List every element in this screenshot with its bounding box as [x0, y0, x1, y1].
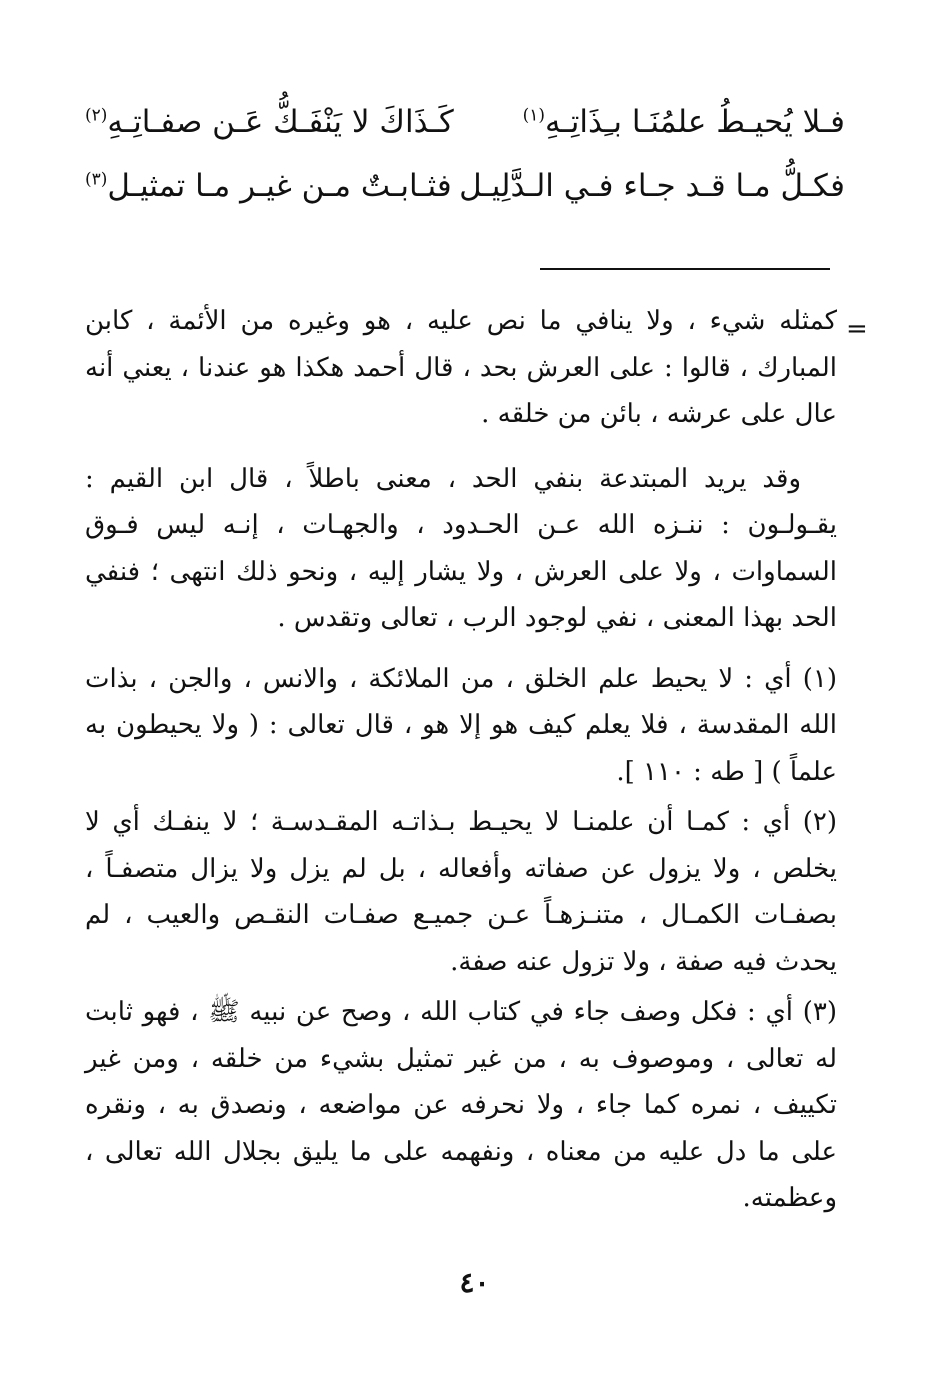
- footnote-text: أي : فكل وصف جاء في كتاب الله ، وصح عن نبيه ﷺ ، فهو ثابت له تعالى ، وموصوف به ، من غير تمثيل بشيء من خلقه ، ومن غير تكييف ، نمره كما جاء ، ولا نحرفه عن مواضعه ، ونصدق به ، ونقره على ما دل عليه من معناه ، ونفهمه على ما يليق بجلال الله تعالى ، وعظمته.: [85, 997, 837, 1213]
- footnote-item: [85, 656, 837, 796]
- commentary-paragraph: وقد يريد المبتدعة بنفي الحد ، معنى باطلاً ، قال ابن القيم : يقـولـون : ننـزه الله عـن الحـدود ، والجهـات ، إنـه ليس فـوق السماوات ، ولا على العرش ، ولا يشار إليه ، ونحو ذلك انتهى ؛ فنفي الحد بهذا المعنى ، نفي لوجود الرب ، تعالى وتقدس .: [85, 463, 837, 633]
- verse-hemistich-second: فثـابـتٌ مـن غيـر مـا تمثيـل$^{(٣)}$: [85, 168, 452, 204]
- continuation-mark: =: [846, 314, 868, 344]
- poem-block: [85, 92, 845, 220]
- verse-hemistich-first: فكـلُّ مـا قـد جـاء فـي الـدَّلِيـل: [459, 168, 845, 204]
- verse-line: [85, 156, 845, 220]
- verse-line: [85, 92, 845, 156]
- page-number: ٤٠: [459, 1266, 490, 1299]
- footnotes-section: [85, 298, 837, 1222]
- footnote-reference: (١): [522, 105, 546, 126]
- footnote-separator-line: [540, 268, 830, 270]
- commentary-paragraph: كمثله شيء ، ولا ينافي ما نص عليه ، هو وغيره من الأئمة ، كابن المبارك ، قالوا : على العرش بحد ، قال أحمد هكذا هو عندنا ، يعني أنه عال على عرشه ، بائن من خلقه .: [85, 306, 837, 429]
- footnote-number: (٢): [802, 807, 838, 837]
- footnote-text: أي : لا يحيط علم الخلق ، من الملائكة ، والانس ، والجن ، بذات الله المقدسة ، فلا يعلم كيف هو إلا هو ، قال تعالى : ( ولا يحيطون به علماً ) [ طه : ١١٠ ].: [85, 663, 837, 787]
- footnote-item: [85, 989, 837, 1222]
- verse-hemistich-first: فـلا يُحيـطُ علمُنَـا بـِذَاتِـهِ$^{(١)}$: [522, 104, 845, 140]
- footnote-number: (٣): [802, 997, 837, 1027]
- verse-hemistich-second: كَـذَاكَ لا يَنْفَـكُّ عَـن صفـاتِـهِ$^{(٢)}$: [85, 104, 454, 140]
- footnote-reference: (٢): [85, 105, 108, 126]
- footnote-reference: (٣): [85, 169, 108, 190]
- footnote-item: [85, 799, 837, 985]
- footnote-text: أي : كمـا أن علمنـا لا يحيـط بـذاتـه المقـدسـة ؛ لا ينفـك أي لا يخلص ، ولا يزول عن صفاته وأفعاله ، بل لم يزل ولا يزال متصفـاً ، بصفـات الكمـال ، متنـزهـاً عـن جميـع صفـات النقـص والعيب ، لم يحدث فيه صفة ، ولا تزول عنه صفة.: [85, 807, 837, 977]
- footnote-number: (١): [802, 663, 838, 694]
